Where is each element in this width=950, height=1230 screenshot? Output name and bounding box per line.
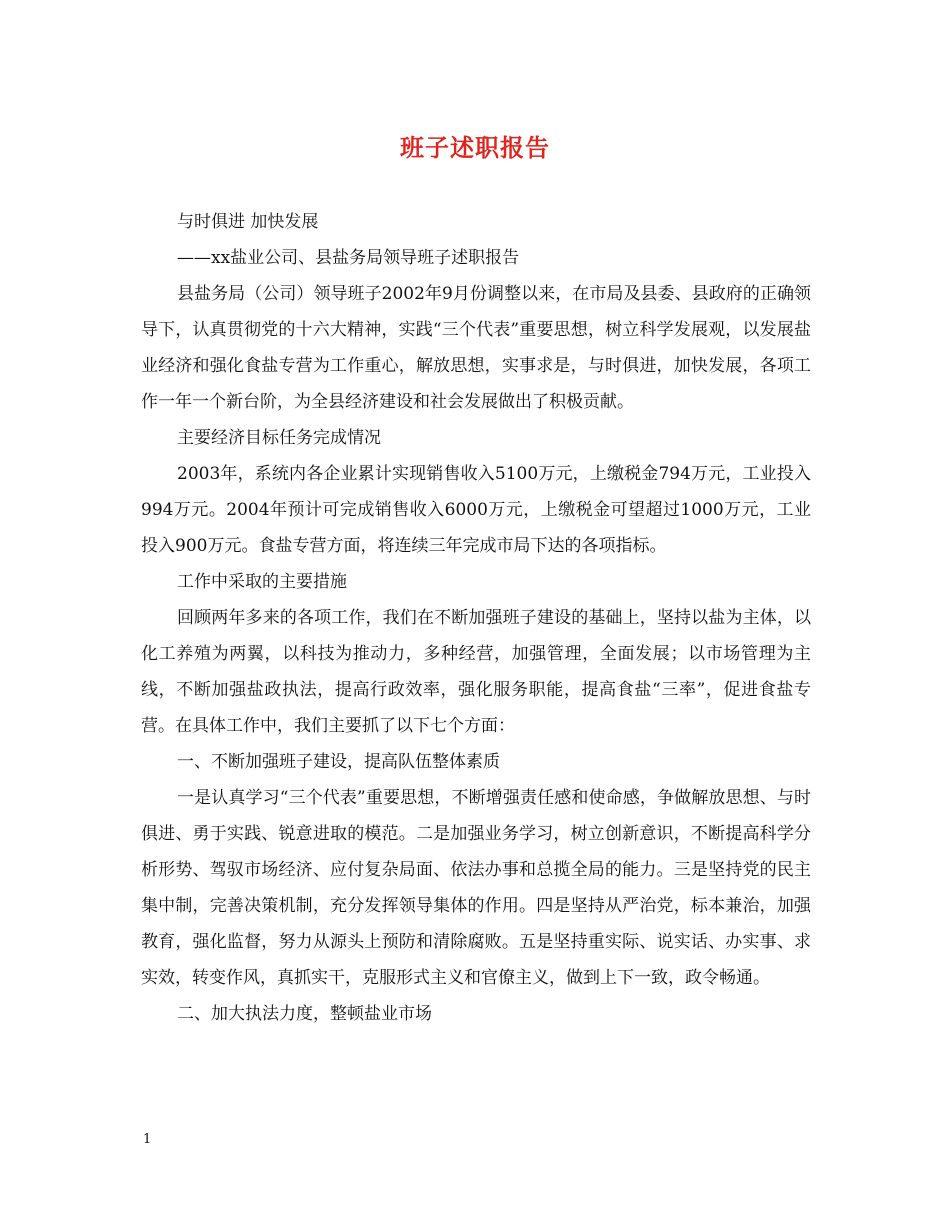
section-heading: 二、加大执法力度，整顿盐业市场 <box>177 1004 432 1024</box>
paragraph-team-building: 一是认真学习“三个代表”重要思想，不断增强责任感和使命感，争做解放思想、与时俱进、勇于实践、锐意进取的模范。二是加强业务学习，树立创新意识，不断提高科学分析形势、驾驭市场经济、应付复杂局面、依法办事和总揽全局的能力。三是坚持党的民主集中制，完善决策机制，充分发挥领导集体的作用。四是坚持从严治党，标本兼治，加强教育，强化监督，努力从源头上预防和清除腐败。五是坚持重实际、说实话、办实事、求实效，转变作风，真抓实干，克服形式主义和官僚主义，做到上下一致，政令畅通。 <box>141 788 811 988</box>
section-heading: 工作中采取的主要措施 <box>177 572 347 592</box>
paragraph-targets: 2003年，系统内各企业累计实现销售收入5100万元，上缴税金794万元，工业投入994万元。2004年预计可完成销售收入6000万元，上缴税金可望超过1000万元，工业投入900万元。食盐专营方面，将连续三年完成市局下达的各项指标。 <box>141 464 811 556</box>
subtitle: 与时俱进 加快发展 <box>177 212 319 232</box>
document-title: 班子述职报告 <box>400 133 550 162</box>
section-heading: 一、不断加强班子建设，提高队伍整体素质 <box>177 752 500 772</box>
page-number: 1 <box>143 1132 152 1147</box>
paragraph-intro: 县盐务局（公司）领导班子2002年9月份调整以来，在市局及县委、县政府的正确领导下，认真贯彻党的十六大精神，实践“三个代表”重要思想，树立科学发展观，以发展盐业经济和强化食盐专营为工作重心，解放思想，实事求是，与时俱进，加快发展，各项工作一年一个新台阶，为全县经济建设和社会发展做出了积极贡献。 <box>141 284 811 412</box>
subtitle-2: ——xx盐业公司、县盐务局领导班子述职报告 <box>177 248 520 268</box>
section-heading: 主要经济目标任务完成情况 <box>177 428 381 448</box>
document-body <box>141 204 811 1032</box>
paragraph-measures: 回顾两年多来的各项工作，我们在不断加强班子建设的基础上，坚持以盐为主体，以化工养殖为两翼，以科技为推动力，多种经营，加强管理，全面发展；以市场管理为主线，不断加强盐政执法，提高行政效率，强化服务职能，提高食盐“三率”，促进食盐专营。在具体工作中，我们主要抓了以下七个方面： <box>141 608 811 736</box>
